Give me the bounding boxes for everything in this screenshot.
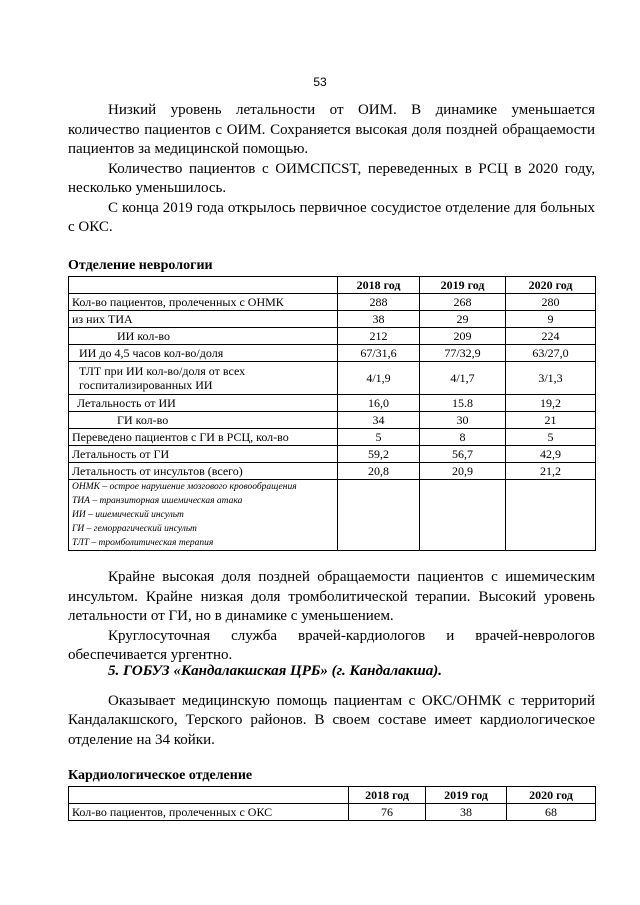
table-cell: 30 [420,412,506,429]
table-cell: 5 [338,429,420,446]
table-cell: 15.8 [420,395,506,412]
row-label: ТЛТ при ИИ кол-во/доля от всех госпитализированных ИИ [69,362,338,395]
table-row [69,345,596,362]
header-empty-cell [69,787,349,804]
intro-text [68,101,595,238]
cardio-table [68,786,596,821]
table-row [69,463,596,480]
table-cell: 212 [338,328,420,345]
table-cell: 3/1,3 [506,362,596,395]
table-cell: 38 [338,311,420,328]
note-line: ТЛТ – тромболитическая терапия [72,538,214,548]
table-cell: 19,2 [506,395,596,412]
body-paragraph: Круглосуточная служба врачей-кардиологов и врачей-неврологов обеспечивается ургентно. [68,627,595,663]
table-row [69,362,596,395]
intro-paragraph: Количество пациентов с ОИМСПСST, переведенных в РСЦ в 2020 году, несколько уменьшилось. [68,160,595,196]
table-row [69,446,596,463]
table-cell: 9 [506,311,596,328]
table-cell: 67/31,6 [338,345,420,362]
table-cell [506,480,596,551]
page-number: 53 [313,75,327,89]
table-cell: 63/27,0 [506,345,596,362]
table-row [69,395,596,412]
section-5 [68,662,595,750]
table-cell: 34 [338,412,420,429]
table-cell: 21 [506,412,596,429]
column-header: 2020 год [507,787,596,804]
column-header: 2018 год [338,277,420,294]
row-label: ГИ кол-во [69,412,338,429]
table-row [69,328,596,345]
table-cell: 224 [506,328,596,345]
table-cell: 280 [506,294,596,311]
row-label: ИИ до 4,5 часов кол-во/доля [69,345,338,362]
row-label: Летальность от ИИ [69,395,338,412]
table-row [69,294,596,311]
intro-paragraph: С конца 2019 года открылось первичное сосудистое отделение для больных с ОКС. [68,199,595,235]
row-label: Летальность от инсультов (всего) [69,463,338,480]
table-header-row [69,787,596,804]
table-row [69,804,596,821]
row-label: Кол-во пациентов, пролеченных с ОНМК [69,294,338,311]
table-cell: 268 [420,294,506,311]
cardio-section-title: Кардиологическое отделение [68,768,253,783]
table-cell: 42,9 [506,446,596,463]
note-line: ГИ – геморрагический инсульт [72,524,197,534]
table-cell: 56,7 [420,446,506,463]
table-cell: 20,9 [420,463,506,480]
table-cell: 77/32,9 [420,345,506,362]
table-cell: 288 [338,294,420,311]
table-cell: 4/1,7 [420,362,506,395]
row-label: из них ТИА [69,311,338,328]
table-cell [420,480,506,551]
row-label: Переведено пациентов с ГИ в РСЦ, кол-во [69,429,338,446]
table-cell: 16,0 [338,395,420,412]
table-cell: 4/1,9 [338,362,420,395]
neuro-table [68,276,596,551]
column-header: 2020 год [506,277,596,294]
table-row [69,412,596,429]
column-header: 2018 год [349,787,426,804]
table-row [69,311,596,328]
table-cell: 68 [507,804,596,821]
table-cell: 59,2 [338,446,420,463]
row-label: Кол-во пациентов, пролеченных с ОКС [69,804,349,821]
table-cell: 29 [420,311,506,328]
table-cell: 76 [349,804,426,821]
note-line: ОНМК – острое нарушение мозгового кровообращения [72,482,297,492]
row-label: ИИ кол-во [69,328,338,345]
table-cell: 8 [420,429,506,446]
header-empty-cell [69,277,338,294]
section-heading: 5. ГОБУЗ «Кандалакшская ЦРБ» (г. Кандалакша). [108,663,442,679]
note-line: ИИ – ишемический инсульт [72,510,184,520]
body-paragraph: Крайне высокая доля поздней обращаемости пациентов с ишемическим инсультом. Крайне низкая доля тромболитической терапии. Высокий уровень летальности от ГИ, но в динамике с уменьшением. [68,569,595,624]
after-table-text [68,568,595,666]
table-cell: 21,2 [506,463,596,480]
table-cell: 38 [426,804,507,821]
column-header: 2019 год [420,277,506,294]
section-paragraph: Оказывает медицинскую помощь пациентам с ОКС/ОНМК с территорий Кандалакшского, Терского районов. В своем составе имеет кардиологическое отделение на 34 койки. [68,692,595,748]
table-cell [338,480,420,551]
note-line: ТИА – транзиторная ишемическая атака [72,496,243,506]
table-cell: 209 [420,328,506,345]
table-notes-row [69,480,596,551]
column-header: 2019 год [426,787,507,804]
neuro-section-title: Отделение неврологии [68,258,213,273]
table-row [69,429,596,446]
table-cell: 20,8 [338,463,420,480]
table-header-row [69,277,596,294]
intro-paragraph: Низкий уровень летальности от ОИМ. В динамике уменьшается количество пациентов с ОИМ. Сохраняется высокая доля поздней обращаемости пациентов за медицинской помощью. [68,102,595,157]
abbreviations-notes [69,480,338,551]
row-label: Летальность от ГИ [69,446,338,463]
table-cell: 5 [506,429,596,446]
